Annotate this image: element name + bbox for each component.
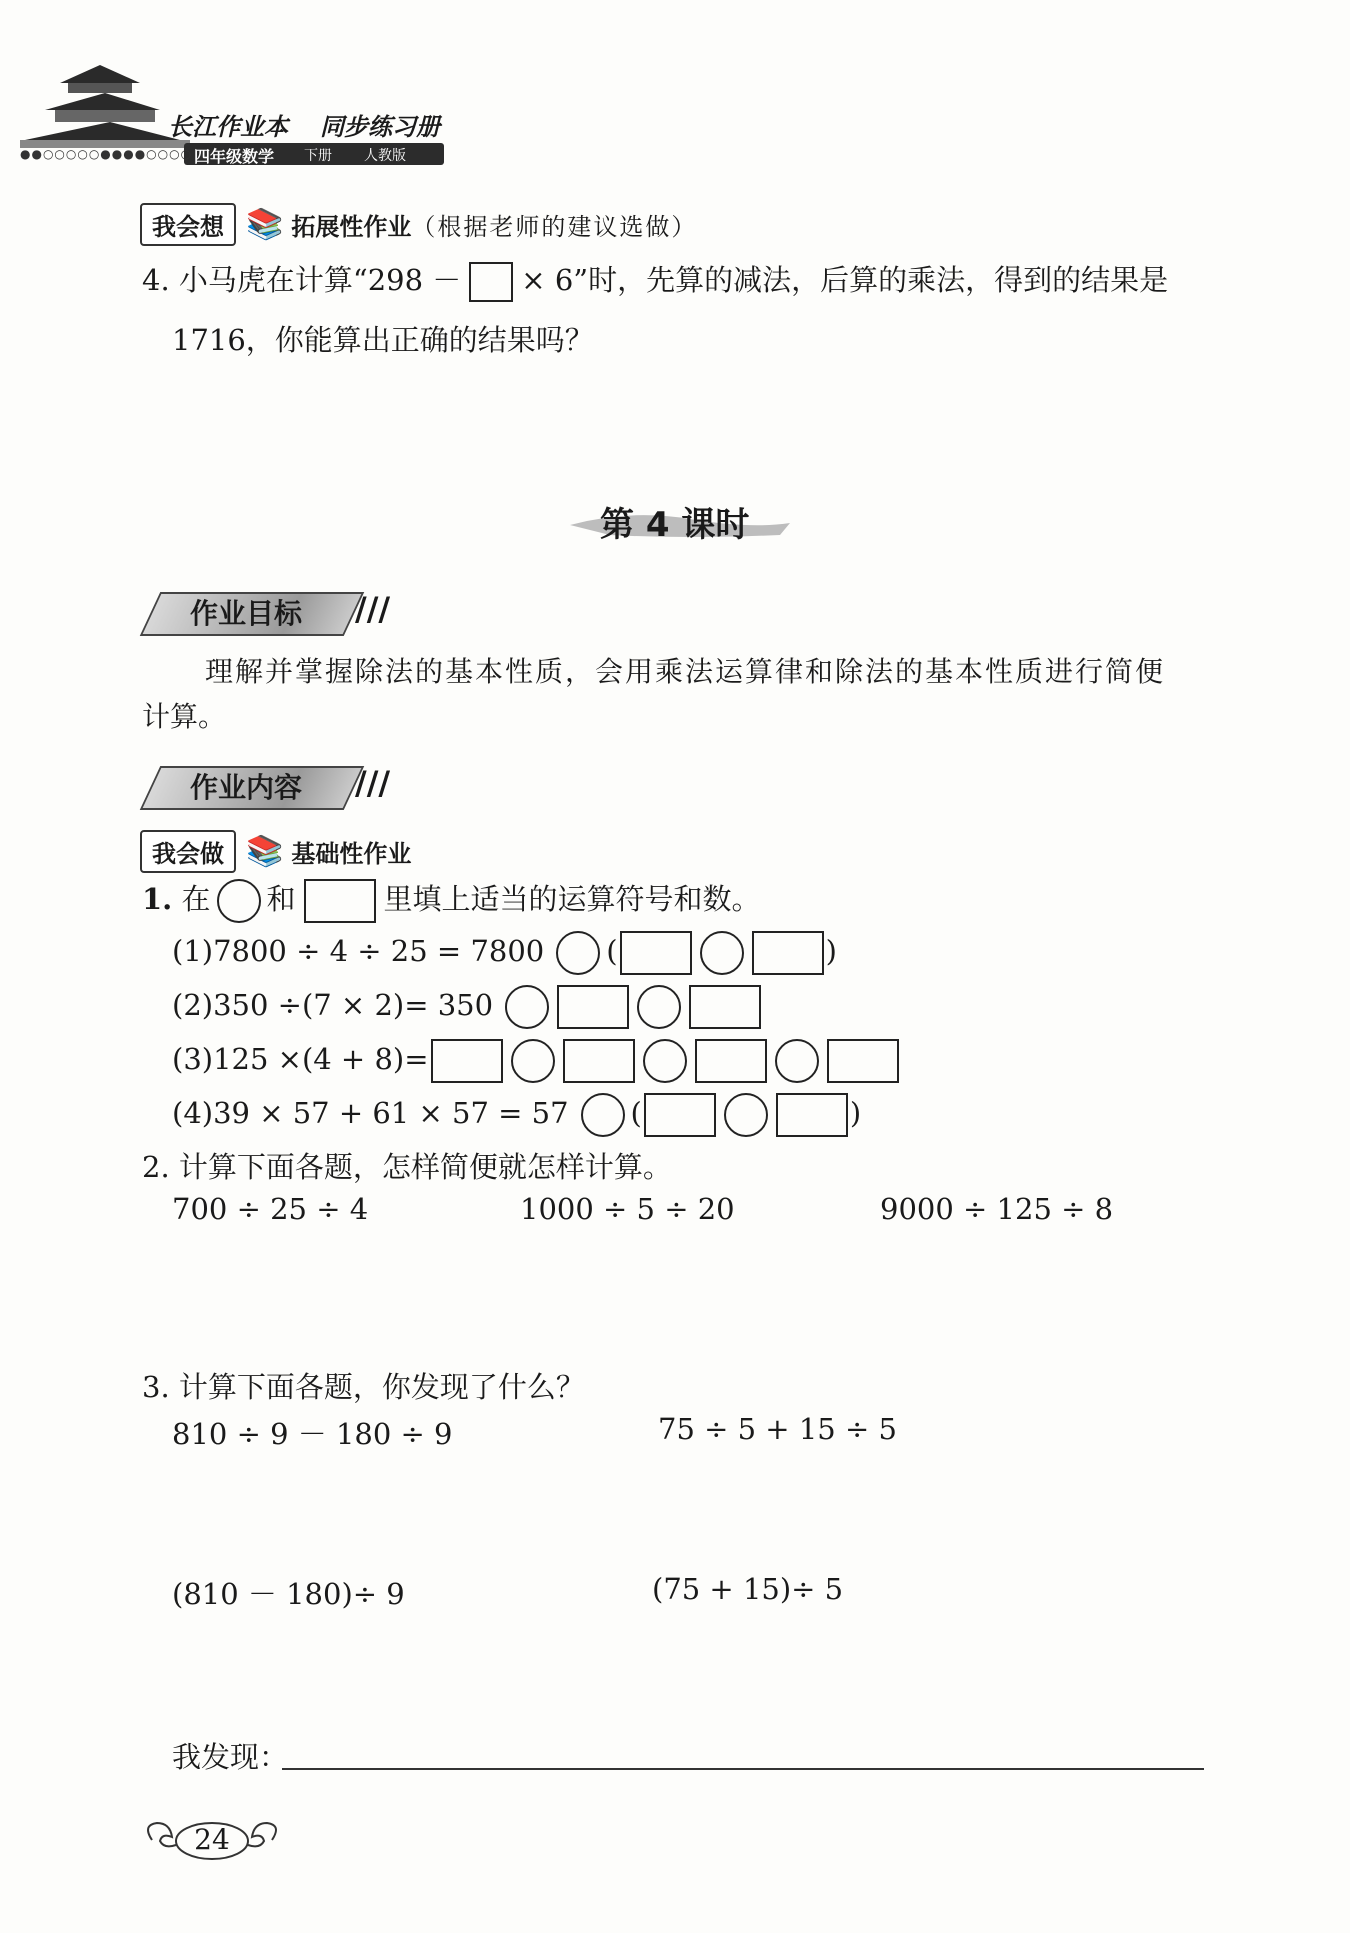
answer-box[interactable] [557, 985, 629, 1029]
answer-box[interactable] [431, 1039, 503, 1083]
books-icon: 📚 [246, 834, 284, 869]
q1-text-p1: 在 [181, 882, 211, 916]
lesson-title-banner [570, 495, 790, 545]
objective-slash-decoration: /// [355, 590, 391, 628]
book-title: 同步练习册 [320, 113, 440, 141]
objective-header [140, 592, 365, 636]
close-paren: ) [849, 1096, 862, 1130]
page-header [20, 55, 450, 165]
q4-blank-box[interactable] [469, 262, 513, 302]
header-bar [184, 143, 444, 165]
q1-text-p2: 和 [266, 882, 296, 916]
sample-box [304, 879, 376, 923]
q4-text-part1: 4. 小马虎在计算“298 － [142, 263, 462, 297]
answer-circle[interactable] [556, 931, 600, 975]
content-slash-decoration: /// [355, 764, 391, 802]
q2-problem-1: 700 ÷ 25 ÷ 4 [172, 1192, 369, 1226]
answer-circle[interactable] [775, 1039, 819, 1083]
answer-box[interactable] [689, 985, 761, 1029]
extension-title: 拓展性作业 [291, 213, 412, 241]
open-paren: ( [630, 1096, 642, 1130]
answer-circle[interactable] [581, 1093, 625, 1137]
series-title: 长江作业本 [168, 113, 288, 141]
answer-box[interactable] [776, 1093, 848, 1137]
q1-item-1-text: (1)7800 ÷ 4 ÷ 25 = 7800 [172, 934, 545, 968]
answer-box[interactable] [620, 931, 692, 975]
q1-item-1 [172, 931, 837, 975]
q4-line1 [142, 258, 1168, 302]
answer-box[interactable] [827, 1039, 899, 1083]
q1-number: 1. [142, 882, 173, 916]
q1-item-2-text: (2)350 ÷(7 × 2)= 350 [172, 988, 494, 1022]
answer-circle[interactable] [643, 1039, 687, 1083]
q1-text-p3: 里填上适当的运算符号和数。 [383, 882, 761, 916]
q1-item-3 [172, 1039, 901, 1083]
q1-item-2 [172, 985, 763, 1029]
page-number-ornament [142, 1815, 282, 1865]
basic-tag: 我会做 [140, 830, 236, 873]
q2-instruction: 2. 计算下面各题，怎样简便就怎样计算。 [142, 1150, 672, 1184]
q3-problem-4: (75 + 15)÷ 5 [652, 1572, 844, 1606]
objective-header-label: 作业目标 [190, 597, 303, 630]
discovery-label: 我发现： [172, 1740, 289, 1774]
answer-box[interactable] [695, 1039, 767, 1083]
objective-text-line2: 计算。 [142, 700, 227, 733]
objective-text-line1: 理解并掌握除法的基本性质，会用乘法运算律和除法的基本性质进行简便 [205, 655, 1166, 688]
sample-circle [217, 879, 261, 923]
content-header-label: 作业内容 [190, 771, 303, 804]
answer-circle[interactable] [637, 985, 681, 1029]
extension-header [140, 203, 697, 246]
q1-item-4-text: (4)39 × 57 + 61 × 57 = 57 [172, 1096, 569, 1130]
grade-label: 四年级数学 [194, 147, 275, 166]
content-header [140, 766, 365, 810]
books-icon: 📚 [246, 207, 284, 242]
q4-text-part2: × 6”时，先算的减法，后算的乘法，得到的结果是 [521, 263, 1169, 297]
answer-box[interactable] [563, 1039, 635, 1083]
q3-problem-3: (810 － 180)÷ 9 [172, 1577, 405, 1611]
basic-title: 基础性作业 [291, 840, 412, 868]
dot-row-decoration: ●●○○○○○●●●●○○○○ [20, 147, 193, 161]
q1-instruction [142, 877, 761, 923]
answer-circle[interactable] [505, 985, 549, 1029]
answer-circle[interactable] [724, 1093, 768, 1137]
q1-item-4 [172, 1093, 861, 1137]
q1-item-3-text: (3)125 ×(4 + 8)= [172, 1042, 429, 1076]
q2-problem-2: 1000 ÷ 5 ÷ 20 [520, 1192, 735, 1226]
lesson-title: 第 4 课时 [600, 505, 750, 545]
extension-note: （根据老师的建议选做） [411, 213, 698, 241]
extension-tag: 我会想 [140, 203, 236, 246]
answer-box[interactable] [644, 1093, 716, 1137]
open-paren: ( [606, 934, 618, 968]
answer-box[interactable] [752, 931, 824, 975]
discovery-answer-line[interactable] [282, 1768, 1204, 1770]
close-paren: ) [825, 934, 837, 968]
basic-homework-header [140, 830, 411, 873]
edition-label: 人教版 [364, 148, 406, 164]
volume-label: 下册 [304, 148, 332, 164]
q4-line2: 1716，你能算出正确的结果吗？ [172, 323, 594, 357]
q3-problem-1: 810 ÷ 9 － 180 ÷ 9 [172, 1417, 453, 1451]
q3-problem-2: 75 ÷ 5 + 15 ÷ 5 [658, 1412, 897, 1446]
page-number: 24 [194, 1823, 230, 1856]
answer-circle[interactable] [700, 931, 744, 975]
q2-problem-3: 9000 ÷ 125 ÷ 8 [880, 1192, 1114, 1226]
q3-instruction: 3. 计算下面各题，你发现了什么？ [142, 1370, 585, 1404]
answer-circle[interactable] [511, 1039, 555, 1083]
